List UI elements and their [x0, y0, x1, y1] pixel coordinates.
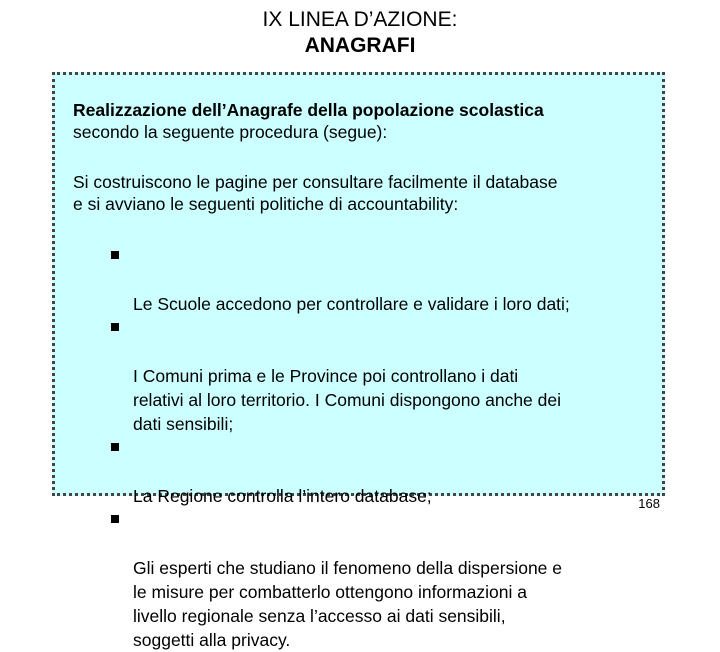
list-item-text: Le Scuole accedono per controllare e validare i loro dati;	[133, 294, 570, 314]
intro-paragraph	[73, 99, 544, 143]
intro-normal-line: secondo la seguente procedura (segue):	[73, 122, 388, 142]
list-item-text: Gli esperti che studiano il fenomeno della dispersione e le misure per combatterlo ottengono informazioni a livello regionale senza l’accesso ai dati sensibili, soggetti alla privacy.	[133, 558, 563, 650]
list-item	[111, 508, 570, 652]
square-bullet-icon	[111, 323, 119, 331]
square-bullet-icon	[111, 515, 119, 523]
list-item	[111, 316, 570, 436]
intro-bold-line: Realizzazione dell’Anagrafe della popolazione scolastica	[73, 100, 544, 120]
list-item	[111, 244, 570, 316]
list-item-text: I Comuni prima e le Province poi controllano i dati relativi al loro territorio. I Comuni dispongono anche dei dati sensibili;	[133, 366, 562, 434]
list-item-text: La Regione controlla l’intero database;	[133, 486, 432, 506]
page-number: 168	[638, 496, 660, 511]
slide-title: IX LINEA D’AZIONE:	[262, 8, 458, 31]
square-bullet-icon	[111, 443, 119, 451]
description-line-2: e si avviano le seguenti politiche di accountability:	[73, 194, 459, 214]
square-bullet-icon	[111, 251, 119, 259]
description-line-1: Si costruiscono le pagine per consultare facilmente il database	[73, 172, 558, 192]
description-paragraph	[73, 171, 557, 215]
list-item	[111, 436, 570, 508]
bullet-list	[111, 244, 570, 652]
slide-subtitle: ANAGRAFI	[304, 34, 416, 57]
